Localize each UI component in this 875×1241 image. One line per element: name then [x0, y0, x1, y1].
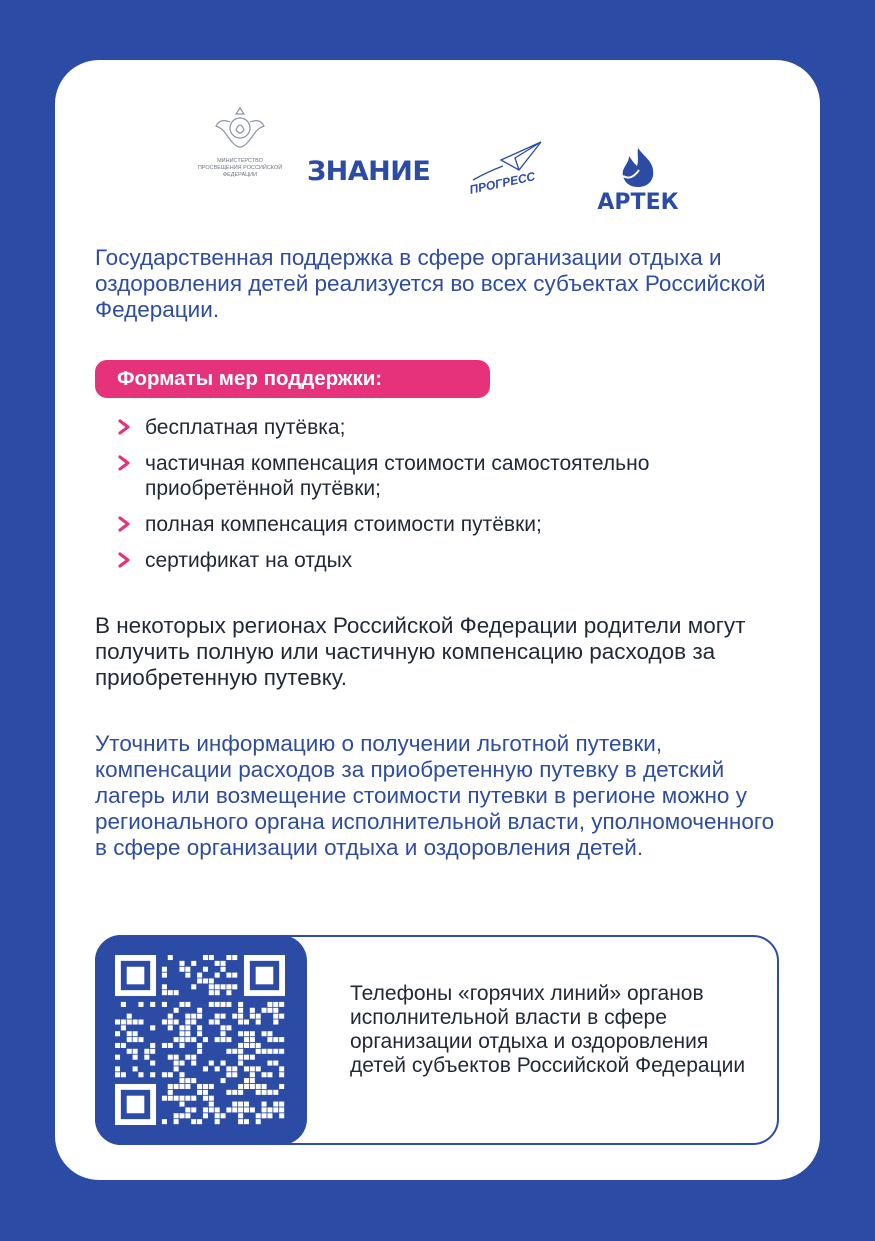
- znanie-wordmark: ЗНАНИЕ: [307, 156, 431, 187]
- chevron-right-icon: [117, 552, 131, 568]
- list-item: [117, 451, 767, 501]
- intro-paragraph: Государственная поддержка в сфере организации отдыха и оздоровления детей реализуется во всех субъектах Российской Федерации.: [95, 245, 766, 322]
- compensation-note: В некоторых регионах Российской Федерации родители могут получить полную или частичную компенсацию расходов за приобретенную путевку.: [95, 613, 746, 690]
- flyer-card: [55, 60, 820, 1180]
- list-item: [117, 415, 767, 440]
- chevron-right-icon: [117, 419, 131, 435]
- list-item: [117, 512, 767, 537]
- artek-wordmark: АРТЕК: [597, 190, 679, 215]
- qr-code-icon[interactable]: [115, 955, 285, 1125]
- partner-logos: [55, 100, 820, 215]
- formats-heading: Форматы мер поддержки:: [95, 360, 490, 398]
- progress-logo: [463, 136, 553, 216]
- chevron-right-icon: [117, 516, 131, 532]
- list-item-text: бесплатная путёвка;: [145, 416, 346, 439]
- hotline-text: Телефоны «горячих линий» органов исполнительной власти в сфере организации отдыха и оздоровления детей субъектов Российской Федерации: [350, 982, 746, 1077]
- qr-block: [95, 935, 307, 1145]
- flame-icon: [615, 146, 661, 188]
- artek-logo: [593, 146, 683, 215]
- hotline-box: [95, 935, 779, 1145]
- list-item-text: сертификат на отдых: [145, 549, 353, 572]
- info-paragraph: Уточнить информацию о получении льготной путевки, компенсации расходов за приобретенную путевку в детский лагерь или возмещение стоимости путевки в регионе можно у регионального органа исполнительной власти, уполномоченного в сфере организации отдыха и оздоровления детей.: [95, 731, 775, 860]
- chevron-right-icon: [117, 455, 131, 471]
- progress-wordmark: ПРОГРЕСС: [468, 169, 537, 197]
- ministry-seal-icon: [212, 100, 268, 156]
- list-item-text: частичная компенсация стоимости самостоятельно приобретённой путёвки;: [145, 452, 650, 500]
- list-item-text: полная компенсация стоимости путёвки;: [145, 513, 542, 536]
- znanie-logo: [307, 156, 430, 187]
- formats-list: [117, 415, 767, 584]
- list-item: [117, 548, 767, 573]
- ministry-caption: МИНИСТЕРСТВО ПРОСВЕЩЕНИЯ РОССИЙСКОЙ ФЕДЕРАЦИИ: [197, 158, 283, 178]
- ministry-logo: [195, 100, 285, 179]
